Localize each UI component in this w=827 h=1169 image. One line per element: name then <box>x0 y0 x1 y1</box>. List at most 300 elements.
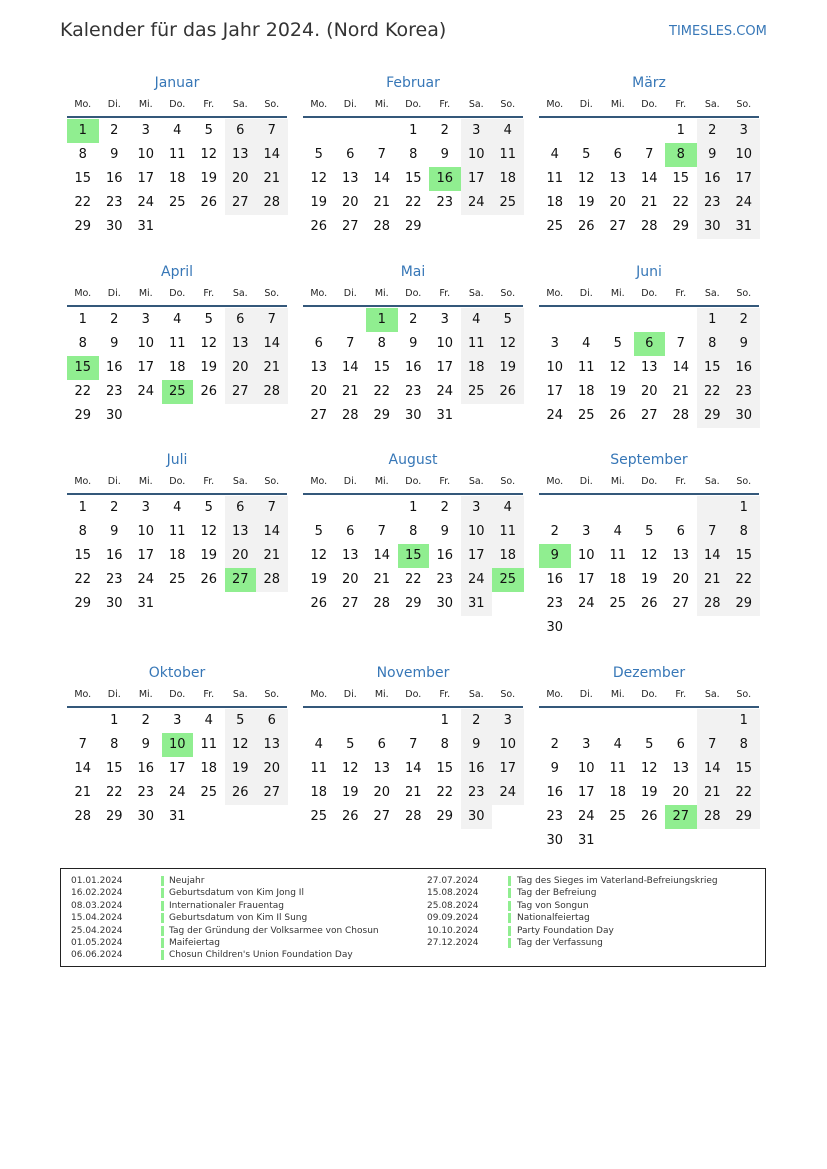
day-cell: 21 <box>341 384 359 399</box>
day-cell: 20 <box>225 356 257 380</box>
day-cell: 7 <box>346 336 355 351</box>
day-cell: 1 <box>409 123 418 138</box>
empty-day-cell <box>571 119 603 143</box>
day-cell: 2 <box>110 500 119 515</box>
empty-day-cell <box>461 404 493 428</box>
day-cell: 9 <box>697 143 729 167</box>
day-cell: 16 <box>105 171 123 186</box>
day-cell: 19 <box>225 757 257 781</box>
weekday-label: Fr. <box>675 288 687 299</box>
day-cell: 6 <box>346 147 355 162</box>
day-cell: 4 <box>492 119 524 143</box>
day-cell: 28 <box>672 408 690 423</box>
day-cell: 21 <box>256 356 288 380</box>
empty-day-cell <box>634 119 666 143</box>
month-block <box>303 663 523 829</box>
days-grid <box>303 709 523 829</box>
empty-day-cell <box>602 119 634 143</box>
day-cell: 14 <box>373 548 391 563</box>
day-cell: 11 <box>310 761 328 776</box>
day-cell: 19 <box>310 195 328 210</box>
month-block <box>539 73 759 239</box>
day-cell: 14 <box>640 171 658 186</box>
empty-day-cell <box>634 709 666 733</box>
day-cell: 29 <box>105 809 123 824</box>
day-cell: 28 <box>404 809 422 824</box>
day-cell: 21 <box>74 785 92 800</box>
weekday-label: Mo. <box>546 689 564 700</box>
day-cell: 10 <box>546 360 564 375</box>
day-cell: 28 <box>697 805 729 829</box>
day-cell: 13 <box>341 171 359 186</box>
month-title: März <box>632 75 666 91</box>
empty-day-cell <box>571 616 603 640</box>
day-cell: 18 <box>546 195 564 210</box>
weekday-label: Mo. <box>310 99 328 110</box>
day-cell: 4 <box>582 336 591 351</box>
weekday-label: Mi. <box>374 99 389 110</box>
month-title: Mai <box>400 264 426 280</box>
day-cell: 22 <box>105 785 123 800</box>
holiday-marker <box>508 888 511 898</box>
weekday-label: So. <box>264 99 280 110</box>
day-cell: 14 <box>672 360 690 375</box>
day-cell: 22 <box>728 781 760 805</box>
day-cell: 2 <box>461 709 493 733</box>
day-cell: 18 <box>492 544 524 568</box>
holiday-name: Party Foundation Day <box>517 925 614 936</box>
day-cell: 19 <box>640 572 658 587</box>
day-cell: 22 <box>436 785 454 800</box>
empty-day-cell <box>665 616 697 640</box>
day-cell: 31 <box>461 592 493 616</box>
day-cell: 11 <box>546 171 564 186</box>
day-cell: 14 <box>697 757 729 781</box>
day-cell: 18 <box>168 360 186 375</box>
weekday-label: So. <box>500 689 516 700</box>
day-cell: 12 <box>341 761 359 776</box>
day-cell: 13 <box>310 360 328 375</box>
day-cell: 15 <box>436 761 454 776</box>
holiday-marker <box>161 888 164 898</box>
day-cell: 28 <box>697 592 729 616</box>
day-cell: 8 <box>110 737 119 752</box>
day-cell: 12 <box>492 332 524 356</box>
day-cell: 14 <box>256 143 288 167</box>
day-cell: 17 <box>577 785 595 800</box>
day-cell: 5 <box>314 524 323 539</box>
holiday-marker <box>508 938 511 948</box>
holiday-day-cell: 8 <box>665 143 697 167</box>
day-cell: 29 <box>404 219 422 234</box>
day-cell: 1 <box>78 312 87 327</box>
day-cell: 26 <box>200 195 218 210</box>
header-divider <box>67 305 287 307</box>
day-cell: 18 <box>168 171 186 186</box>
weekday-label: So. <box>264 689 280 700</box>
holiday-list-left <box>71 875 421 962</box>
days-grid <box>67 308 287 428</box>
day-cell: 30 <box>404 408 422 423</box>
day-cell: 27 <box>256 781 288 805</box>
day-cell: 8 <box>440 737 449 752</box>
weekday-header <box>67 687 287 703</box>
day-cell: 16 <box>105 548 123 563</box>
weekday-label: Mi. <box>374 689 389 700</box>
day-cell: 15 <box>404 171 422 186</box>
day-cell: 20 <box>341 195 359 210</box>
day-cell: 26 <box>640 596 658 611</box>
day-cell: 21 <box>697 781 729 805</box>
day-cell: 3 <box>141 500 150 515</box>
day-cell: 13 <box>341 548 359 563</box>
empty-day-cell <box>697 616 729 640</box>
holiday-date: 25.04.2024 <box>71 925 123 936</box>
day-cell: 9 <box>461 733 493 757</box>
weekday-label: Di. <box>579 288 593 299</box>
weekday-label: Sa. <box>704 99 720 110</box>
day-cell: 3 <box>550 336 559 351</box>
day-cell: 19 <box>200 360 218 375</box>
day-cell: 6 <box>256 709 288 733</box>
weekday-label: Sa. <box>468 476 484 487</box>
weekday-label: So. <box>500 288 516 299</box>
header-divider <box>303 493 523 495</box>
day-cell: 14 <box>373 171 391 186</box>
weekday-header <box>539 474 759 490</box>
day-cell: 5 <box>204 500 213 515</box>
day-cell: 4 <box>173 312 182 327</box>
day-cell: 24 <box>137 572 155 587</box>
weekday-label: Mo. <box>546 99 564 110</box>
holiday-marker <box>161 926 164 936</box>
days-grid <box>539 496 759 640</box>
day-cell: 20 <box>609 195 627 210</box>
weekday-label: Di. <box>343 476 357 487</box>
day-cell: 2 <box>110 312 119 327</box>
holiday-name: Tag von Songun <box>517 900 589 911</box>
day-cell: 19 <box>310 572 328 587</box>
day-cell: 20 <box>310 384 328 399</box>
day-cell: 19 <box>492 356 524 380</box>
holiday-date: 08.03.2024 <box>71 900 123 911</box>
day-cell: 11 <box>168 524 186 539</box>
day-cell: 16 <box>461 757 493 781</box>
header-divider <box>539 305 759 307</box>
day-cell: 9 <box>141 737 150 752</box>
day-cell: 13 <box>609 171 627 186</box>
month-title: Dezember <box>612 665 686 681</box>
day-cell: 30 <box>105 408 123 423</box>
day-cell: 2 <box>697 119 729 143</box>
day-cell: 14 <box>256 332 288 356</box>
day-cell: 12 <box>640 548 658 563</box>
holiday-name: Internationaler Frauentag <box>169 900 284 911</box>
day-cell: 1 <box>110 713 119 728</box>
holiday-day-cell: 27 <box>225 568 257 592</box>
day-cell: 5 <box>492 308 524 332</box>
day-cell: 22 <box>404 572 422 587</box>
day-cell: 21 <box>373 195 391 210</box>
day-cell: 18 <box>310 785 328 800</box>
empty-day-cell <box>461 215 493 239</box>
day-cell: 25 <box>168 572 186 587</box>
day-cell: 18 <box>577 384 595 399</box>
weekday-label: Sa. <box>704 476 720 487</box>
empty-day-cell <box>634 308 666 332</box>
holiday-marker <box>508 901 511 911</box>
weekday-label: Mi. <box>138 288 153 299</box>
day-cell: 12 <box>200 147 218 162</box>
day-cell: 26 <box>341 809 359 824</box>
day-cell: 10 <box>137 336 155 351</box>
day-cell: 24 <box>137 384 155 399</box>
day-cell: 9 <box>110 336 119 351</box>
weekday-header <box>539 687 759 703</box>
site-link[interactable]: TIMESLES.COM <box>669 24 767 39</box>
empty-day-cell <box>492 404 524 428</box>
holiday-row <box>71 875 421 887</box>
day-cell: 5 <box>645 524 654 539</box>
empty-day-cell <box>366 496 398 520</box>
header-divider <box>67 493 287 495</box>
day-cell: 18 <box>492 167 524 191</box>
day-cell: 8 <box>697 332 729 356</box>
day-cell: 2 <box>440 123 449 138</box>
day-cell: 28 <box>256 380 288 404</box>
holiday-day-cell: 25 <box>162 380 194 404</box>
day-cell: 5 <box>314 147 323 162</box>
empty-day-cell <box>193 404 225 428</box>
holiday-row <box>427 937 762 949</box>
holiday-day-cell: 9 <box>539 544 571 568</box>
weekday-label: Di. <box>107 288 121 299</box>
day-cell: 23 <box>546 809 564 824</box>
weekday-label: Di. <box>343 99 357 110</box>
day-cell: 3 <box>440 312 449 327</box>
header-divider <box>303 305 523 307</box>
day-cell: 22 <box>697 380 729 404</box>
day-cell: 8 <box>728 733 760 757</box>
day-cell: 20 <box>672 785 690 800</box>
holiday-day-cell: 10 <box>162 733 194 757</box>
day-cell: 24 <box>461 191 493 215</box>
holiday-day-cell: 1 <box>67 119 99 143</box>
month-block <box>67 73 287 239</box>
holiday-day-cell: 27 <box>665 805 697 829</box>
day-cell: 12 <box>200 524 218 539</box>
day-cell: 15 <box>74 171 92 186</box>
empty-day-cell <box>67 709 99 733</box>
day-cell: 7 <box>697 733 729 757</box>
empty-day-cell <box>602 496 634 520</box>
weekday-label: Fr. <box>203 689 215 700</box>
day-cell: 15 <box>672 171 690 186</box>
month-title: Januar <box>154 75 200 91</box>
day-cell: 23 <box>105 195 123 210</box>
weekday-header <box>539 97 759 113</box>
day-cell: 27 <box>225 380 257 404</box>
day-cell: 13 <box>225 143 257 167</box>
empty-day-cell <box>130 404 162 428</box>
day-cell: 9 <box>110 524 119 539</box>
weekday-label: Fr. <box>203 99 215 110</box>
day-cell: 16 <box>105 360 123 375</box>
weekday-label: Sa. <box>468 689 484 700</box>
empty-day-cell <box>193 215 225 239</box>
day-cell: 7 <box>645 147 654 162</box>
day-cell: 4 <box>204 713 213 728</box>
day-cell: 19 <box>640 785 658 800</box>
weekday-label: Sa. <box>232 288 248 299</box>
day-cell: 30 <box>546 620 564 635</box>
weekday-label: Mi. <box>138 476 153 487</box>
weekday-label: Do. <box>641 99 658 110</box>
weekday-label: Fr. <box>675 476 687 487</box>
day-cell: 29 <box>728 805 760 829</box>
day-cell: 6 <box>377 737 386 752</box>
day-cell: 27 <box>341 596 359 611</box>
day-cell: 1 <box>78 500 87 515</box>
month-block <box>67 663 287 829</box>
day-cell: 18 <box>609 572 627 587</box>
empty-day-cell <box>634 616 666 640</box>
day-cell: 25 <box>577 408 595 423</box>
day-cell: 6 <box>225 308 257 332</box>
day-cell: 28 <box>256 568 288 592</box>
holiday-day-cell: 15 <box>67 356 99 380</box>
days-grid <box>539 308 759 428</box>
day-cell: 10 <box>728 143 760 167</box>
empty-day-cell <box>634 496 666 520</box>
day-cell: 7 <box>377 147 386 162</box>
weekday-label: Do. <box>405 99 422 110</box>
empty-day-cell <box>335 496 367 520</box>
day-cell: 17 <box>546 384 564 399</box>
holiday-day-cell: 16 <box>429 167 461 191</box>
day-cell: 17 <box>137 360 155 375</box>
weekday-label: Di. <box>107 476 121 487</box>
day-cell: 9 <box>440 524 449 539</box>
day-cell: 15 <box>74 548 92 563</box>
day-cell: 10 <box>577 761 595 776</box>
day-cell: 3 <box>141 123 150 138</box>
empty-day-cell <box>162 215 194 239</box>
day-cell: 30 <box>697 215 729 239</box>
holiday-date: 06.06.2024 <box>71 950 123 961</box>
day-cell: 14 <box>697 544 729 568</box>
day-cell: 16 <box>436 548 454 563</box>
day-cell: 22 <box>672 195 690 210</box>
empty-day-cell <box>571 496 603 520</box>
day-cell: 20 <box>341 572 359 587</box>
holiday-date: 16.02.2024 <box>71 888 123 899</box>
empty-day-cell <box>193 805 225 829</box>
weekday-header <box>303 474 523 490</box>
day-cell: 6 <box>676 524 685 539</box>
day-cell: 7 <box>409 737 418 752</box>
day-cell: 30 <box>546 833 564 848</box>
weekday-label: Do. <box>641 689 658 700</box>
holiday-row <box>71 912 421 924</box>
day-cell: 19 <box>200 171 218 186</box>
month-title: Oktober <box>148 665 206 681</box>
empty-day-cell <box>602 709 634 733</box>
days-grid <box>67 119 287 239</box>
day-cell: 22 <box>74 384 92 399</box>
weekday-label: Sa. <box>704 689 720 700</box>
holiday-name: Tag des Sieges im Vaterland-Befreiungskrieg <box>517 876 718 886</box>
empty-day-cell <box>225 592 257 616</box>
weekday-label: Di. <box>107 99 121 110</box>
day-cell: 3 <box>461 119 493 143</box>
day-cell: 4 <box>461 308 493 332</box>
day-cell: 6 <box>346 524 355 539</box>
day-cell: 24 <box>168 785 186 800</box>
day-cell: 12 <box>609 360 627 375</box>
month-block <box>539 663 759 853</box>
day-cell: 11 <box>492 143 524 167</box>
days-grid <box>303 119 523 239</box>
day-cell: 24 <box>546 408 564 423</box>
day-cell: 18 <box>609 785 627 800</box>
day-cell: 9 <box>110 147 119 162</box>
empty-day-cell <box>303 709 335 733</box>
day-cell: 21 <box>672 384 690 399</box>
day-cell: 26 <box>310 219 328 234</box>
day-cell: 4 <box>173 500 182 515</box>
day-cell: 25 <box>168 195 186 210</box>
weekday-label: Do. <box>169 476 186 487</box>
day-cell: 24 <box>436 384 454 399</box>
day-cell: 21 <box>256 167 288 191</box>
day-cell: 9 <box>409 336 418 351</box>
day-cell: 8 <box>78 524 87 539</box>
day-cell: 25 <box>546 219 564 234</box>
day-cell: 28 <box>256 191 288 215</box>
empty-day-cell <box>162 404 194 428</box>
day-cell: 3 <box>582 524 591 539</box>
day-cell: 24 <box>577 596 595 611</box>
empty-day-cell <box>429 215 461 239</box>
empty-day-cell <box>335 709 367 733</box>
day-cell: 10 <box>461 143 493 167</box>
weekday-label: Do. <box>405 288 422 299</box>
day-cell: 20 <box>672 572 690 587</box>
day-cell: 18 <box>168 548 186 563</box>
day-cell: 22 <box>404 195 422 210</box>
empty-day-cell <box>539 496 571 520</box>
header-divider <box>67 706 287 708</box>
day-cell: 2 <box>728 308 760 332</box>
day-cell: 27 <box>341 219 359 234</box>
holiday-marker <box>508 913 511 923</box>
weekday-label: Mi. <box>374 476 389 487</box>
day-cell: 26 <box>640 809 658 824</box>
weekday-label: Fr. <box>439 476 451 487</box>
holiday-marker <box>508 876 511 886</box>
day-cell: 28 <box>74 809 92 824</box>
day-cell: 7 <box>78 737 87 752</box>
day-cell: 3 <box>582 737 591 752</box>
day-cell: 24 <box>492 781 524 805</box>
day-cell: 16 <box>404 360 422 375</box>
day-cell: 29 <box>74 596 92 611</box>
day-cell: 20 <box>256 757 288 781</box>
day-cell: 1 <box>440 713 449 728</box>
day-cell: 18 <box>200 761 218 776</box>
header-divider <box>539 706 759 708</box>
